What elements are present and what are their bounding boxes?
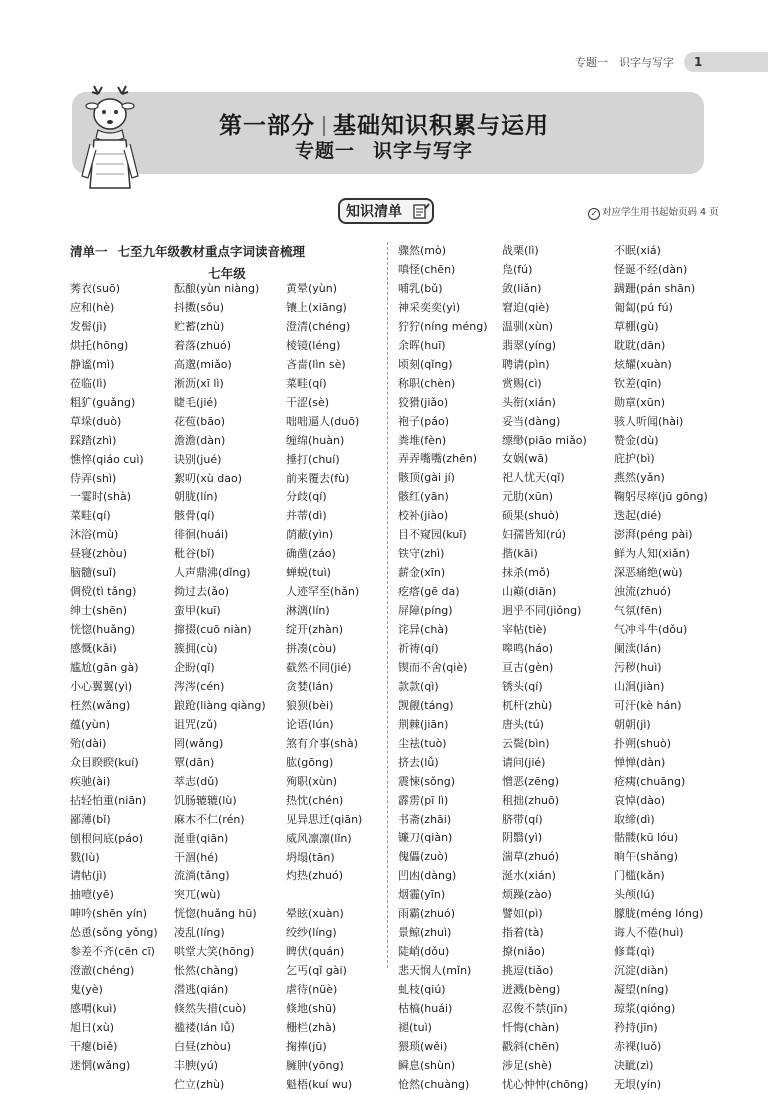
vocab-entry: 嗔怪(chēn) [398, 262, 456, 276]
vocab-entry: 人声鼎沸(dǐng) [174, 566, 251, 580]
vocab-entry: 秕谷(bǐ) [174, 547, 215, 561]
vocab-entry: 蝉蜕(tuì) [286, 566, 331, 580]
vocab-entry: 诀别(jué) [174, 452, 222, 466]
vocab-entry: 譬如(pì) [502, 907, 543, 921]
vocab-entry: 觊觎(táng) [398, 698, 454, 712]
vocab-entry: 抹杀(mǒ) [502, 566, 551, 580]
vocab-entry: 揩(kāi) [502, 547, 538, 561]
vocab-entry: 深恶痛绝(wù) [614, 566, 683, 580]
vocab-entry: 妇孺皆知(rú) [502, 528, 567, 542]
vocab-entry: 宰帖(tiè) [502, 623, 547, 636]
vocab-entry: 人迹罕至(hǎn) [286, 585, 360, 599]
vocab-entry: 恍惚(huǎng) [70, 623, 136, 637]
vocab-entry: 热忱(chén) [286, 793, 344, 807]
vocab-entry: 睫毛(jié) [174, 395, 218, 409]
vocab-entry: 惮惮(dàn) [614, 755, 666, 769]
vocab-entry: 倏然失措(cuò) [174, 1002, 247, 1016]
vocab-entry: 指着(tà) [502, 926, 544, 940]
vocab-entry: 论语(lún) [286, 717, 334, 731]
vocab-entry: 突兀(wù) [174, 888, 221, 902]
vocab-entry: 应和(hè) [70, 300, 115, 314]
knowledge-list-text: 知识清单 [346, 204, 402, 220]
vocab-entry: 花苞(bāo) [174, 414, 226, 428]
page-header [575, 52, 768, 72]
vocab-entry: 屏障(píng) [398, 604, 453, 618]
vocab-entry: 狼狈(bèi) [286, 698, 334, 712]
vocab-entry: 贮蓄(zhù) [174, 319, 225, 333]
vocab-entry: 饥肠辘辘(lù) [174, 793, 237, 807]
vocab-entry: 鄙薄(bǐ) [70, 812, 111, 826]
vocab-entry: 脐带(qí) [502, 812, 543, 826]
vocab-entry: 诧异(chà) [398, 623, 449, 636]
vocab-entry: 瞬息(shùn) [398, 1058, 456, 1072]
vocab-entry: 不眠(xiá) [614, 244, 661, 257]
vocab-entry: 涉足(shè) [502, 1058, 553, 1072]
vocab-entry: 绽开(zhàn) [286, 623, 344, 637]
vocab-entry: 臃肿(yōng) [286, 1058, 344, 1072]
vocab-entry: 琼浆(qióng) [614, 1002, 676, 1015]
vocab-entry: 山涧(jiàn) [614, 679, 665, 693]
vocab-entry: 疾驰(ài) [70, 774, 111, 788]
section-list-number: 清单一 [70, 244, 108, 259]
vocab-entry: 校补(jiào) [398, 509, 449, 523]
vocab-entry: 烦躁(zào) [502, 888, 552, 902]
topic-title-text: 识字与写字 [373, 140, 474, 162]
vocab-entry: 门槛(kǎn) [614, 869, 665, 883]
vocab-entry: 罔(wǎng) [174, 736, 224, 750]
vocab-entry: 怪诞不经(dàn) [614, 262, 688, 276]
knowledge-list-label [338, 198, 434, 224]
vocab-entry: 吝啬(lìn sè) [286, 357, 346, 371]
vocab-entry: 脑髓(suǐ) [70, 566, 117, 580]
vocab-entry: 顷刻(qǐng) [398, 357, 453, 371]
vocab-entry: 挤去(lǚ) [398, 755, 439, 769]
reference-note-text: 对应学生用书起始页码 4 页 [602, 207, 719, 218]
vocab-entry: 迭起(dié) [614, 509, 662, 523]
vocab-entry: 弄弄嘴嘴(zhēn) [398, 452, 478, 466]
vocab-entry: 涎水(xián) [502, 869, 556, 883]
vocab-entry: 云鬓(bìn) [502, 736, 550, 750]
vocab-entry: 蛮甲(kuī) [174, 604, 221, 618]
vocab-entry: 骸顶(gài jí) [398, 471, 455, 485]
vocab-entry: 余晖(huī) [398, 338, 446, 352]
vocab-entry: 窘迫(qiè) [502, 300, 550, 314]
vocab-entry: 萃志(dǔ) [174, 774, 219, 788]
vocab-entry: 见异思迁(qiān) [286, 812, 363, 826]
vocab-entry: 迥乎不同(jiǒng) [502, 604, 582, 618]
vocab-entry: 凌乱(líng) [174, 926, 225, 940]
vocab-entry: 戳斜(chēn) [502, 1039, 560, 1053]
vocab-entry: 抽噎(yē) [70, 888, 114, 902]
vocab-entry: 决眦(zì) [614, 1058, 654, 1072]
vocab-entry: 匍匐(pú fú) [614, 300, 673, 314]
vocab-entry: 拗过去(ǎo) [174, 585, 230, 599]
vocab-entry: 晌午(shǎng) [614, 850, 678, 864]
vocab-entry: 倜傥(tì tǎng) [70, 585, 137, 599]
vocab-entry: 淅沥(xī lì) [174, 376, 224, 390]
vocab-entry: 狡猾(jiǎo) [398, 395, 449, 409]
vocab-entry: 诅咒(zǔ) [174, 717, 218, 731]
vocab-entry: 旭日(xù) [70, 1021, 115, 1035]
vocab-entry: 租拙(zhuō) [502, 793, 560, 807]
vocab-entry: 燕然(yǎn) [614, 471, 665, 485]
vocab-entry: 咄咄逼人(duō) [286, 414, 360, 428]
vocab-entry: 簇拥(cù) [174, 642, 218, 656]
vocab-entry: 栅栏(zhà) [286, 1021, 337, 1035]
vocab-entry: 忧心忡忡(chōng) [502, 1077, 589, 1091]
vocab-entry: 荫蔽(yìn) [286, 528, 334, 542]
vocab-entry: 称职(chèn) [398, 376, 456, 390]
vocab-entry: 晕眩(xuàn) [286, 907, 344, 921]
vocab-entry: 侍弄(shì) [70, 471, 117, 485]
vocab-entry: 赞金(dù) [614, 433, 659, 447]
vocab-entry: 恍惚(huǎng hū) [174, 907, 257, 921]
vocab-entry: 翡翠(yíng) [502, 338, 557, 352]
vocab-entry: 覃(dān) [174, 755, 215, 769]
vocab-entry: 戮(lù) [70, 850, 100, 864]
vocab-entry: 陡峭(dǒu) [398, 945, 450, 959]
vocab-entry: 呻吟(shēn yín) [70, 907, 148, 921]
vocab-entry: 疮痍(chuāng) [614, 774, 686, 788]
vocab-entry: 赤裸(luǒ) [614, 1039, 662, 1053]
vocab-entry: 骷髅(kū lóu) [614, 831, 679, 845]
vocab-entry: 朝朝(jì) [614, 717, 651, 731]
vocab-entry: 凹凼(dàng) [398, 869, 457, 883]
vocab-entry: 菜畦(qí) [286, 376, 327, 390]
vocab-entry: 锈头(qí) [502, 679, 543, 693]
vocab-entry: 殆(dài) [70, 736, 107, 750]
section-heading [70, 242, 305, 260]
vocab-entry: 尴尬(gān gà) [70, 661, 139, 674]
vocab-entry: 铁守(zhì) [398, 547, 445, 561]
vocab-entry: 亘古(gèn) [502, 660, 554, 674]
vocab-entry: 锲而不舍(qiè) [398, 660, 468, 674]
vocab-entry: 肱(gōng) [286, 755, 334, 769]
vocab-entry: 白昼(zhòu) [174, 1040, 232, 1053]
vocab-entry: 镶上(xiāng) [286, 300, 347, 314]
vocab-entry: 女娲(wā) [502, 452, 549, 466]
vocab-entry: 憎恶(zēng) [502, 774, 560, 788]
vocab-entry: 头衔(xián) [502, 395, 556, 409]
vocab-entry: 震悚(sǒng) [398, 774, 455, 788]
vocab-entry: 截然不同(jié) [286, 661, 352, 674]
vocab-entry: 麻木不仁(rén) [174, 812, 245, 826]
vocab-entry: 静谧(mì) [70, 357, 115, 371]
vocab-entry: 撩(niǎo) [502, 945, 546, 959]
vocab-entry: 赏赐(cì) [502, 376, 542, 390]
vocab-entry: 哄堂大笑(hōng) [174, 945, 255, 959]
vocab-entry: 狞狞(níng méng) [398, 319, 488, 333]
vocab-entry: 徘徊(huái) [174, 528, 229, 542]
vocab-entry: 一霎时(shà) [70, 490, 132, 504]
vocab-entry: 乞丐(qǐ gài) [286, 964, 347, 978]
vocab-entry: 睥伏(quán) [286, 945, 345, 959]
vocab-entry: 撺掇(cuō niàn) [174, 623, 252, 637]
vocab-entry: 元肋(xūn) [502, 490, 554, 504]
vocab-entry: 坍塌(tān) [286, 850, 335, 864]
page-number-tab [684, 52, 768, 72]
vocab-entry: 悲天悯人(mǐn) [398, 964, 472, 978]
vocab-entry: 气氛(fēn) [614, 604, 663, 618]
vocab-entry: 澹澹(dàn) [174, 433, 226, 447]
vocab-entry: 沐浴(mù) [70, 528, 119, 542]
vocab-entry: 分歧(qí) [286, 490, 327, 504]
vocab-entry: 忏悔(chàn) [502, 1020, 560, 1034]
vocab-entry: 书斋(zhāi) [398, 812, 452, 826]
vocab-entry: 涎垂(qiān) [174, 831, 229, 845]
vocab-entry: 忍俊不禁(jīn) [502, 1002, 568, 1015]
section-list-title: 七至九年级教材重点字词读音梳理 [117, 244, 306, 259]
vocab-entry: 取缔(dì) [614, 812, 655, 826]
vocab-entry: 淋漓(lín) [286, 604, 330, 618]
vocab-entry: 煞有介事(shà) [286, 736, 359, 750]
vocab-entry: 污秽(huì) [614, 660, 662, 674]
page-number: 1 [694, 55, 703, 69]
header-section-label: 专题一 识字与写字 [575, 56, 674, 69]
vocab-entry: 山巅(diān) [502, 585, 557, 599]
vocab-entry: 干涩(sè) [286, 395, 330, 409]
vocab-entry: 掬捧(jū) [286, 1040, 327, 1053]
vocab-entry: 扑朔(shuò) [614, 736, 671, 750]
vocab-entry: 烘托(hōng) [70, 338, 129, 352]
vocab-entry: 迸溅(bèng) [502, 983, 561, 997]
vocab-entry: 怂恿(sǒng yǒng) [70, 926, 158, 940]
vocab-entry: 炫耀(xuàn) [614, 357, 672, 371]
vocab-entry: 头颅(lú) [614, 888, 655, 902]
vocab-entry: 温驯(xùn) [502, 319, 554, 333]
vocab-entry: 莅临(lì) [70, 376, 107, 390]
vocab-entry: 绅士(shēn) [70, 604, 128, 618]
vocab-entry: 着落(zhuó) [174, 338, 232, 352]
vocab-entry: 鞠躬尽瘁(jū gōng) [614, 490, 708, 504]
vocab-entry: 湍草(zhuó) [502, 850, 560, 864]
vocab-entry: 霹雳(pī lì) [398, 793, 449, 807]
vocab-entry: 雨霸(zhuó) [398, 907, 456, 921]
vocab-entry: 朝胧(lín) [174, 490, 218, 504]
vocab-entry: 缥缈(piāo miǎo) [502, 433, 587, 447]
vocab-entry: 目不窥园(kuī) [398, 528, 467, 542]
vocab-entry: 可汗(kè hán) [614, 698, 682, 712]
vocab-entry: 请帖(jì) [70, 869, 107, 883]
vocab-entry: 凝望(níng) [614, 983, 669, 997]
vocab-entry: 拼凑(còu) [286, 642, 337, 656]
vocab-entry: 气冲斗牛(dǒu) [614, 623, 688, 636]
reference-note [588, 204, 719, 220]
vocab-entry: 丰腴(yú) [174, 1058, 219, 1072]
vocab-entry: 魁梧(kuí wu) [286, 1077, 353, 1091]
vocab-entry: 鲜为人知(xiǎn) [614, 547, 690, 561]
vocab-entry: 烟霾(yīn) [398, 888, 446, 902]
vocab-entry: 战栗(lì) [502, 244, 539, 257]
vocab-entry: 澎湃(péng pài) [614, 528, 693, 542]
vocab-entry: 虬枝(qiú) [398, 983, 446, 997]
vocab-entry: 沉淀(diàn) [614, 964, 669, 978]
vocab-entry: 伫立(zhù) [174, 1077, 225, 1091]
vocab-entry: 勋章(xūn) [614, 395, 666, 409]
vocab-entry: 祈祷(qí) [398, 641, 439, 655]
topic-title [0, 136, 768, 163]
vocab-entry: 枯槁(huái) [398, 1002, 453, 1015]
vocab-entry: 浊流(zhuó) [614, 585, 672, 599]
vocab-entry: 镰刀(qiàn) [398, 831, 453, 845]
part-title-number: 第一部分 [219, 113, 315, 139]
vocab-entry: 杌杆(zhù) [502, 698, 553, 712]
vocab-entry: 庇护(bì) [614, 452, 655, 466]
vocab-entry: 并蒂(dì) [286, 509, 327, 523]
vocab-entry: 迷惘(wǎng) [70, 1058, 131, 1072]
vocab-entry: 朦胧(méng lóng) [614, 907, 704, 921]
vocab-entry: 感喟(kuì) [70, 1002, 117, 1016]
vocab-entry: 前来覆去(fù) [286, 471, 350, 485]
vocab-entry: 褪(tuì) [398, 1020, 432, 1034]
vocab-entry: 倏地(shū) [286, 1002, 337, 1016]
vocab-entry: 虐待(nüè) [286, 983, 338, 997]
vocab-entry: 薪金(xīn) [398, 566, 446, 580]
vocab-entry: 小心翼翼(yì) [70, 679, 133, 693]
grade-label: 七年级 [208, 266, 246, 281]
vocab-entry: 骸骨(qí) [174, 509, 215, 523]
vocab-entry: 粪堆(fèn) [398, 433, 447, 447]
vocab-entry: 踉跄(liàng qiàng) [174, 698, 266, 712]
vocab-entry: 絮叨(xù dao) [174, 471, 243, 485]
vocab-entry: 怆然(chuàng) [398, 1077, 470, 1091]
vocab-entry: 企盼(qǐ) [174, 661, 215, 674]
vocab-entry: 感慨(kǎi) [70, 642, 117, 656]
vocab-entry: 挑逗(tiǎo) [502, 964, 554, 978]
vocab-entry: 黄晕(yùn) [286, 282, 338, 295]
vocab-entry: 蕴(yùn) [70, 717, 111, 731]
vocab-entry: 参差不齐(cēn cī) [70, 945, 155, 959]
vocab-entry: 干涸(hé) [174, 850, 219, 864]
vocab-entry: 硕果(shuò) [502, 509, 559, 523]
topic-title-number: 专题一 [294, 140, 355, 162]
vocab-entry: 褴褛(lán lǚ) [174, 1021, 235, 1035]
vocab-entry: 流淌(tǎng) [174, 869, 230, 883]
vocab-entry: 骤然(mò) [398, 244, 447, 257]
vocab-entry: 抖擞(sǒu) [174, 300, 225, 314]
vocab-entry: 刨根问底(páo) [70, 831, 144, 845]
vocab-entry: 尘祛(tuò) [398, 736, 447, 750]
vocab-entry: 祀人忧天(qǐ) [502, 471, 565, 485]
vocab-entry: 澄澈(chéng) [70, 964, 135, 978]
vocab-entry: 草棚(gù) [614, 319, 659, 333]
vocab-entry: 嗥鸣(háo) [502, 641, 554, 655]
vocab-entry: 请问(jié) [502, 755, 546, 769]
part-title-text: 基础知识积累与运用 [333, 113, 549, 139]
column-divider [387, 242, 388, 968]
vocab-entry: 阴翳(yì) [502, 831, 543, 845]
vocab-entry: 干瘪(biě) [70, 1040, 118, 1053]
check-circle-icon: ✓ [588, 208, 600, 220]
vocab-entry: 灼热(zhuó) [286, 869, 344, 883]
title-separator [323, 116, 325, 136]
vocab-entry: 酝酿(yùn niàng) [174, 282, 260, 295]
vocab-entry: 傀儡(zuò) [398, 850, 449, 864]
vocab-entry: 骸红(yān) [398, 490, 449, 504]
vocab-entry: 缠绵(huàn) [286, 433, 345, 447]
vocab-entry: 草垛(duò) [70, 414, 122, 428]
vocab-entry: 踩踏(zhì) [70, 433, 117, 447]
vocab-entry: 唐头(tú) [502, 717, 544, 731]
vocab-entry: 潜逃(qián) [174, 983, 229, 997]
vocab-entry: 粗犷(guǎng) [70, 395, 136, 409]
vocab-entry: 景鲸(zhuì) [398, 926, 452, 940]
vocab-entry: 威风凛凛(lǐn) [286, 831, 352, 845]
vocab-entry: 澄清(chéng) [286, 319, 351, 333]
vocab-entry: 众目睽睽(kuí) [70, 755, 139, 769]
vocab-entry: 蹒跚(pán shān) [614, 281, 696, 295]
vocab-entry: 涔涔(cén) [174, 679, 225, 693]
vocab-entry: 菜畦(qí) [70, 509, 111, 523]
vocab-entry: 袍子(páo) [398, 414, 450, 428]
notebook-pen-icon [412, 202, 430, 220]
vocab-entry: 矜持(jīn) [614, 1020, 658, 1034]
vocab-entry: 诲人不倦(huì) [614, 926, 684, 940]
vocab-entry: 阑渎(lán) [614, 641, 662, 655]
vocab-entry: 殉职(xùn) [286, 774, 338, 788]
vocab-entry: 贪婪(lán) [286, 679, 334, 693]
vocab-entry: 拈轻怕重(niān) [70, 793, 147, 807]
vocab-entry: 无垠(yín) [614, 1077, 662, 1091]
vocab-entry: 修葺(qì) [614, 945, 655, 959]
vocab-entry: 鬼(yè) [70, 983, 103, 997]
vocab-entry: 猥琐(wěi) [398, 1039, 448, 1053]
vocab-entry: 疙瘩(gē da) [398, 585, 460, 599]
vocab-entry: 款款(qì) [398, 679, 439, 693]
vocab-entry: 凫(fú) [502, 262, 533, 276]
vocab-entry: 发髻(jì) [70, 319, 107, 333]
vocab-entry: 哀悼(dào) [614, 793, 666, 807]
vocab-entry: 怅然(chàng) [174, 964, 239, 978]
vocab-entry: 耽耽(dān) [614, 338, 666, 352]
vocab-entry: 憔悴(qiáo cuì) [70, 452, 144, 466]
vocab-entry: 高邈(miǎo) [174, 357, 232, 371]
vocab-entry: 钦差(qīn) [614, 376, 662, 390]
vocab-entry: 妥当(dàng) [502, 414, 561, 428]
vocab-entry: 骇人听闻(hài) [614, 414, 684, 428]
vocab-entry: 聘请(pìn) [502, 357, 550, 371]
vocab-entry: 枉然(wǎng) [70, 698, 131, 712]
vocab-entry: 敛(liǎn) [502, 281, 542, 295]
vocab-entry: 荆棘(jiān) [398, 717, 449, 731]
vocab-entry: 哺乳(bǔ) [398, 281, 443, 295]
vocab-entry: 莠衣(suō) [70, 282, 121, 295]
vocab-entry: 绞纱(líng) [286, 926, 337, 940]
vocab-entry: 昼寝(zhòu) [70, 547, 128, 561]
vocab-entry: 神采奕奕(yì) [398, 300, 461, 314]
vocab-entry: 棱镜(léng) [286, 338, 341, 352]
vocab-entry: 捶打(chuí) [286, 452, 340, 466]
vocab-entry: 确凿(záo) [286, 547, 336, 561]
